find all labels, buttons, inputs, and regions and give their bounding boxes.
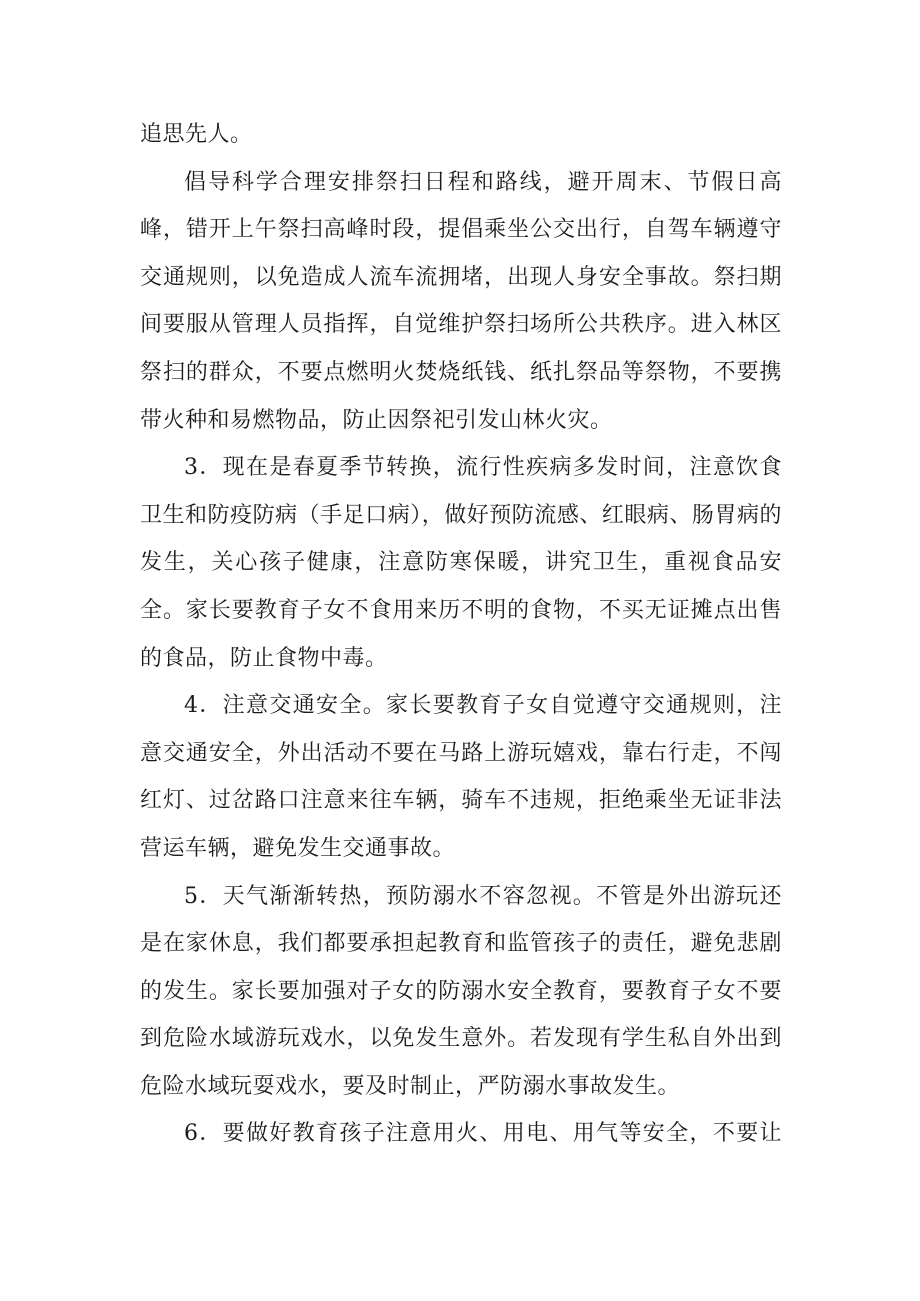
paragraph-item-5-drowning: 5．天气渐渐转热，预防溺水不容忽视。不管是外出游玩还是在家休息，我们都要承担起教育和监管孩子的责任，避免悲剧的发生。家长要加强对子女的防溺水安全教育，要教育子女不要到危险水域游玩戏水，以免发生意外。若发现有学生私自外出到危险水域玩耍戏水，要及时制止，严防溺水事故发生。 [140,883,782,1099]
paragraph-item-3-health: 3．现在是春夏季节转换，流行性疾病多发时间，注意饮食卫生和防疫防病（手足口病），做好预防流感、红眼病、肠胃病的发生，关心孩子健康，注意防寒保暖，讲究卫生，重视食品安全。家长要教育子女不食用来历不明的食物，不买无证摊点出售的食品，防止食物中毒。 [140,455,782,671]
paragraph-tomb-sweeping-advice: 倡导科学合理安排祭扫日程和路线，避开周末、节假日高峰，错开上午祭扫高峰时段，提倡乘坐公交出行，自驾车辆遵守交通规则，以免造成人流车流拥堵，出现人身安全事故。祭扫期间要服从管理人员指挥，自觉维护祭扫场所公共秩序。进入林区祭扫的群众，不要点燃明火焚烧纸钱、纸扎祭品等祭物，不要携带火种和易燃物品，防止因祭祀引发山林火灾。 [140,169,782,433]
document-body [140,111,782,1158]
paragraph-item-6-fire-electric: 6．要做好教育孩子注意用火、用电、用气等安全，不要让 [184,1121,782,1147]
paragraph-continuation: 追思先人。 [140,122,253,147]
paragraph-item-4-traffic: 4．注意交通安全。家长要教育子女自觉遵守交通规则，注意交通安全，外出活动不要在马路上游玩嬉戏，靠右行走，不闯红灯、过岔路口注意来往车辆，骑车不违规，拒绝乘坐无证非法营运车辆，避免发生交通事故。 [140,693,782,861]
